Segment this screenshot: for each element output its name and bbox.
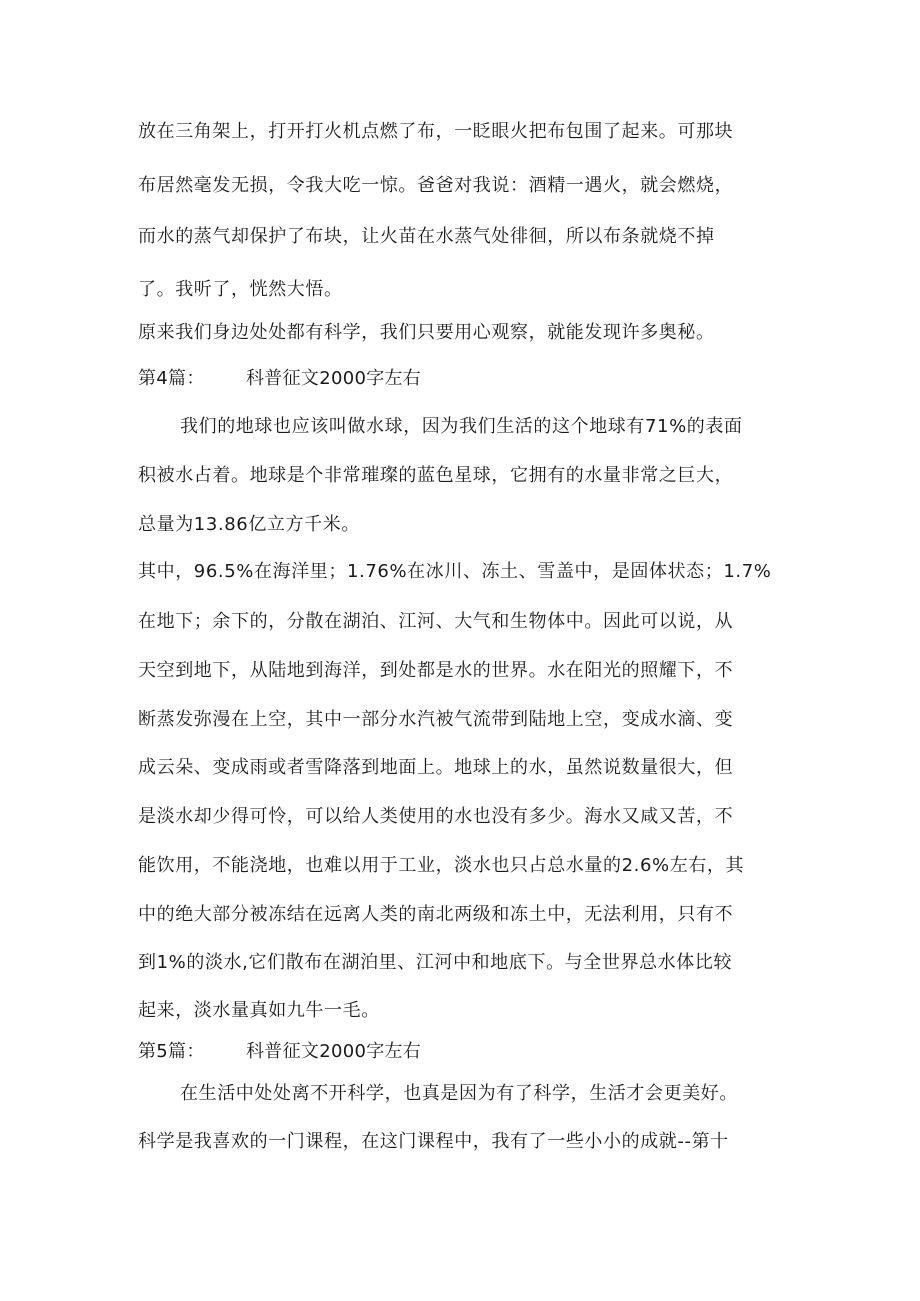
paragraph-line: 其中，96.5%在海洋里；1.76%在冰川、冻土、雪盖中，是固体状态；1.7%: [138, 561, 772, 582]
paragraph-line: 原来我们身边处处都有科学，我们只要用心观察，就能发现许多奥秘。: [138, 322, 715, 343]
paragraph-line: 而水的蒸气却保护了布块，让火苗在水蒸气处徘徊，所以布条就烧不掉: [138, 226, 715, 247]
paragraph-line: 起来，淡水量真如九牛一毛。: [138, 1000, 380, 1021]
paragraph-line: 放在三角架上，打开打火机点燃了布，一眨眼火把布包围了起来。可那块: [138, 121, 734, 142]
paragraph-line: 我们的地球也应该叫做水球，因为我们生活的这个地球有71%的表面: [180, 416, 743, 437]
paragraph-line: 成云朵、变成雨或者雪降落到地面上。地球上的水，虽然说数量很大，但: [138, 757, 734, 778]
paragraph-line: 布居然毫发无损，令我大吃一惊。爸爸对我说：酒精一遇火，就会燃烧，: [138, 175, 734, 196]
paragraph-line: 天空到地下，从陆地到海洋，到处都是水的世界。水在阳光的照耀下，不: [138, 660, 734, 681]
section-heading-5: [138, 1040, 422, 1064]
paragraph-line: 到1%的淡水,它们散布在湖泊里、江河中和地底下。与全世界总水体比较: [138, 952, 733, 973]
section-title: 科普征文2000字左右: [246, 368, 422, 389]
paragraph-line: 中的绝大部分被冻结在远离人类的南北两级和冻土中，无法利用，只有不: [138, 904, 734, 925]
paragraph-line: 了。我听了，恍然大悟。: [138, 279, 343, 300]
paragraph-line: 总量为13.86亿立方千米。: [138, 514, 360, 535]
paragraph-line: 断蒸发弥漫在上空，其中一部分水汽被气流带到陆地上空，变成水滴、变: [138, 709, 734, 730]
paragraph-line: 积被水占着。地球是个非常璀璨的蓝色星球，它拥有的水量非常之巨大，: [138, 465, 734, 486]
paragraph-line: 能饮用，不能浇地，也难以用于工业，淡水也只占总水量的2.6%左右，其: [138, 855, 745, 876]
section-title: 科普征文2000字左右: [246, 1041, 422, 1062]
paragraph-line: 在生活中处处离不开科学，也真是因为有了科学，生活才会更美好。: [180, 1083, 738, 1104]
paragraph-line: 在地下；余下的，分散在湖泊、江河、大气和生物体中。因此可以说，从: [138, 611, 734, 632]
section-heading-4: [138, 367, 422, 391]
section-label: 第5篇：: [138, 1041, 205, 1062]
section-label: 第4篇：: [138, 368, 205, 389]
paragraph-line: 是淡水却少得可怜，可以给人类使用的水也没有多少。海水又咸又苦，不: [138, 806, 734, 827]
paragraph-line: 科学是我喜欢的一门课程，在这门课程中，我有了一些小小的成就--第十: [138, 1131, 729, 1152]
